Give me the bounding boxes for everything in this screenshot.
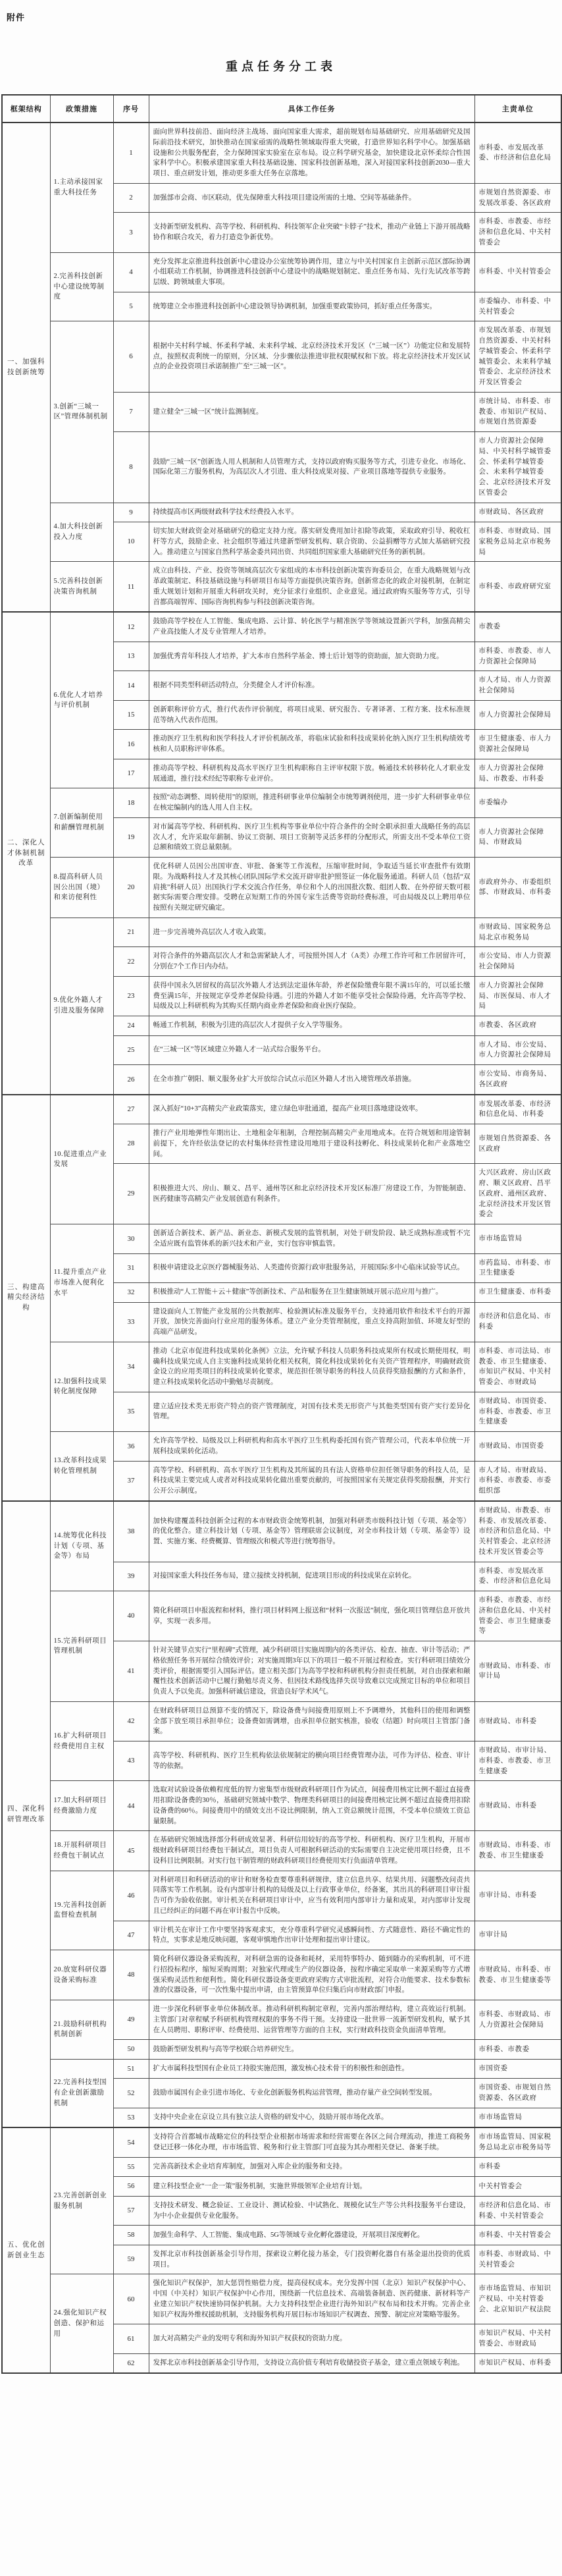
task-number-cell: 61 xyxy=(113,2324,149,2354)
task-number-cell: 7 xyxy=(113,392,149,431)
task-row xyxy=(2,1501,561,1562)
responsible-unit-cell: 市财政局、市国资委 xyxy=(474,1432,561,1462)
responsible-unit-cell: 市知识产权局、市科委 xyxy=(474,2353,561,2373)
task-description-cell: 根据不同类型科研活动特点，分类健全人才评价标准。 xyxy=(149,671,474,701)
section-cell: 二、深化人才体制机制改革 xyxy=(2,612,50,1094)
responsible-unit-cell: 市科委、市发展改革委、市经济和信息化局 xyxy=(474,123,561,183)
task-number-cell: 31 xyxy=(113,1253,149,1283)
task-number-cell: 38 xyxy=(113,1501,149,1562)
responsible-unit-cell: 市财政局、市科委、市教委、市卫生健康委等 xyxy=(474,1950,561,2000)
task-division-table xyxy=(1,94,562,2374)
task-number-cell: 41 xyxy=(113,1641,149,1702)
task-number-cell: 52 xyxy=(113,2079,149,2108)
task-number-cell: 57 xyxy=(113,2196,149,2226)
task-description-cell: 对接国家重大科技任务布局，建立接续支持机制，促进项目形成的科技成果在京转化。 xyxy=(149,1562,474,1591)
responsible-unit-cell: 市科委、市财政局、中关村管委会 xyxy=(474,2245,561,2274)
responsible-unit-cell: 市药监局、市科委、市卫生健康委 xyxy=(474,1253,561,1283)
task-description-cell: 支持新型研发机构、高等学校、科研机构、科技领军企业突破“卡脖子”技术，推动产业链上下游开展战略协作和联合攻关，着力打造竞争新优势。 xyxy=(149,213,474,252)
task-number-cell: 56 xyxy=(113,2177,149,2197)
attachment-label: 附件 xyxy=(7,13,26,22)
measure-cell: 11.提升重点产业市场准入便利化水平 xyxy=(50,1224,113,1342)
measure-cell: 3.创新“三城一区”管理体制机制 xyxy=(50,321,113,503)
column-header-measure: 政策措施 xyxy=(50,95,113,123)
task-number-cell: 32 xyxy=(113,1283,149,1303)
measure-cell: 10.促进重点产业发展 xyxy=(50,1095,113,1224)
task-number-cell: 36 xyxy=(113,1432,149,1462)
task-description-cell: 选取对试验设备依赖程度低的智力密集型市级财政科研项目作为试点，间接费用核定比例不超过直接费用扣除设备费的30％，基础研究领域中数学、物理类科研项目的间接费用核定比例不超过直接费用扣除设备费的60％。间接费用中的绩效支出不设比例限制，纳入工资总额统计范围，不受本单位绩效工资总量限制。 xyxy=(149,1781,474,1831)
task-row xyxy=(2,1224,561,1254)
responsible-unit-cell: 市财政局、各区政府 xyxy=(474,503,561,522)
section-cell: 一、加强科技创新统筹 xyxy=(2,123,50,612)
measure-cell: 16.扩大科研项目经费使用自主权 xyxy=(50,1701,113,1781)
responsible-unit-cell: 市委编办、市科委、中关村管委会 xyxy=(474,292,561,321)
task-description-cell: 高等学校、科研机构、医疗卫生机构依法依规制定的横向项目经费管理办法，可作为评估、检查、审计等的依据。 xyxy=(149,1741,474,1781)
responsible-unit-cell: 市科委 xyxy=(474,2157,561,2177)
task-number-cell: 25 xyxy=(113,1035,149,1065)
task-number-cell: 20 xyxy=(113,858,149,918)
task-number-cell: 37 xyxy=(113,1461,149,1501)
page-title: 重点任务分工表 xyxy=(226,60,336,73)
task-description-cell: 建立科技型企业“一企一策”服务机制，实施世界级领军企业培育计划。 xyxy=(149,2177,474,2197)
responsible-unit-cell: 市发展改革委、市经济和信息化局、市科委 xyxy=(474,1095,561,1124)
task-number-cell: 14 xyxy=(113,671,149,701)
task-description-cell: 支持中央企业在京设立具有独立法人资格的研发中心，鼓励开展市场化改革。 xyxy=(149,2108,474,2127)
measure-cell: 24.强化知识产权创造、保护和运用 xyxy=(50,2274,113,2374)
responsible-unit-cell: 市科委、中关村管委会 xyxy=(474,2226,561,2245)
responsible-unit-cell: 市科委、市教委、市人力资源社会保障局 xyxy=(474,642,561,671)
task-row xyxy=(2,1781,561,1831)
task-description-cell: 建立适应技术类无形资产特点的资产管理制度，对国有技术类无形资产与其他类型国有资产实行差异化管理。 xyxy=(149,1392,474,1431)
task-number-cell: 22 xyxy=(113,947,149,977)
task-number-cell: 54 xyxy=(113,2127,149,2157)
task-description-cell: 针对关键节点实行“里程碑”式管理，减少科研项目实施周期内的各类评估、检查、抽查、审计等活动；严格依照任务书开展综合绩效评价；对实施周期3年以下的项目一般不开展过程检查。实行科研项目绩效分类评价，根据需要引入国际评估。建立相关部门为高等学校和科研机构分担责任机制，对自由探索和颠覆性技术创新活动中已履行勤勉尽责义务、但因技术路线选择失误导致难以完成预定目标的单位和项目负责人予以免责。加强科研诚信建设，营造良好学术风气。 xyxy=(149,1641,474,1702)
task-description-cell: 创新职称评价方式，推行代表作评价制度，将项目成果、研究报告、专著译著、工程方案、技术标准规范等纳入代表作范围。 xyxy=(149,700,474,730)
measure-cell: 23.完善创新创业服务机制 xyxy=(50,2127,113,2274)
task-number-cell: 2 xyxy=(113,183,149,213)
responsible-unit-cell: 市财政局、市科委 xyxy=(474,1781,561,1831)
measure-cell: 17.加大科研项目经费激励力度 xyxy=(50,1781,113,1831)
task-number-cell: 62 xyxy=(113,2353,149,2373)
task-description-cell: 鼓励“三城一区”创新选人用人机制和人员管理方式，支持以政府购买服务等方式，引进专业化、市场化、国际化第三方服务机构，为高层次人才引进、重大科技成果对接、产业项目落地等提供专业服务。 xyxy=(149,432,474,503)
responsible-unit-cell: 市财政局、市审计局、市科委、市教委、市卫生健康委 xyxy=(474,1741,561,1781)
task-description-cell: 支持符合首都城市战略定位的科技型企业根据市场需求和经营需要在各区之间合理流动，推进工商税务登记迁移一体化办理，市市场监管、税务和行业主管部门可直接为其办理相关登记、备案手续。 xyxy=(149,2127,474,2157)
measure-cell: 12.加强科技成果转化制度保障 xyxy=(50,1342,113,1431)
task-row xyxy=(2,1950,561,2000)
task-number-cell: 42 xyxy=(113,1701,149,1741)
task-number-cell: 5 xyxy=(113,292,149,321)
measure-cell: 19.完善科技创新监督检查机制 xyxy=(50,1871,113,1950)
task-number-cell: 28 xyxy=(113,1124,149,1164)
measure-cell: 9.优化外籍人才引进及服务保障 xyxy=(50,918,113,1094)
task-number-cell: 53 xyxy=(113,2108,149,2127)
measure-cell: 14.统筹优化科技计划（专项、基金等）布局 xyxy=(50,1501,113,1591)
task-number-cell: 43 xyxy=(113,1741,149,1781)
responsible-unit-cell: 市统计局、市科委、市教委、市知识产权局、市规划自然资源委 xyxy=(474,392,561,431)
task-number-cell: 15 xyxy=(113,700,149,730)
task-description-cell: 切实加大财政资金对基础研究的稳定支持力度。落实研发费用加计扣除等政策，采取政府引导、税收杠杆等方式，鼓励企业、社会组织等通过共建新型研发机构、联合资助、公益捐赠等方式加大基础研究投入。推动建立与国家自然科学基金委共同出资、共同组织国家重大基础研究任务的新机制。 xyxy=(149,522,474,562)
task-number-cell: 30 xyxy=(113,1224,149,1254)
task-number-cell: 47 xyxy=(113,1921,149,1950)
responsible-unit-cell: 市科委、市教委、市经济和信息化局、中关村管委会、市卫生健康委等 xyxy=(474,1591,561,1641)
measure-cell: 7.创新编制使用和薪酬管理机制 xyxy=(50,788,113,858)
task-number-cell: 13 xyxy=(113,642,149,671)
task-row xyxy=(2,612,561,642)
task-number-cell: 50 xyxy=(113,2040,149,2060)
responsible-unit-cell: 市审计局、市科委 xyxy=(474,1871,561,1921)
task-row xyxy=(2,503,561,522)
task-description-cell: 积极推动“人工智能＋云＋健康”等创新技术、产品和服务在卫生健康领域开展示范应用与推广。 xyxy=(149,1283,474,1303)
task-description-cell: 建设面向人工智能产业发展的公共数据库、检验测试标准及服务平台，支持通用软件和技术平台的开源开放，加快完善面向行业应用的服务体系。建立产业分类管理制度，重点支持高附加值、环境友好型的高端产品研发。 xyxy=(149,1302,474,1342)
task-description-cell: 统筹建立全市推进科技创新中心建设领导协调机制，加强重要政策协同，抓好重点任务落实。 xyxy=(149,292,474,321)
measure-cell: 18.开展科研项目经费包干制试点 xyxy=(50,1831,113,1871)
responsible-unit-cell: 市公安局、市商务局、各区政府 xyxy=(474,1065,561,1095)
task-description-cell: 根据中关村科学城、怀柔科学城、未来科学城、北京经济技术开发区（“三城一区”）功能定位和发展特点，按照权责利统一的原则，分区域、分步骤依法推进审批权限赋权和下放。将北京经济技术开发区试点的企业投资项目承诺制推广至“三城一区”。 xyxy=(149,321,474,393)
task-description-cell: 强化知识产权保护，加大惩罚性赔偿力度，提高侵权成本。充分发挥中国（北京）知识产权保护中心、中国（中关村）知识产权保护中心作用，围绕新一代信息技术、高端装备制造、医药健康、新材料等产业建立知识产权快速协同保护机制。大力支持科技型企业进行海外知识产权布局和技术并购。完善企业知识产权海外维权援助机制，支持服务机构开展目标市场知识产权调查、预警、制定应对策略等服务。 xyxy=(149,2274,474,2324)
task-description-cell: 加快构建覆盖科技创新全过程的本市财政资金统筹机制，加强对科研类市级科技计划（专项、基金等）的优化整合。建立科技计划（专项、基金等）管理联席会议制度，对全市科技计划（专项、基金等）设置、实施方案、经费概算、管理级次和模式等进行统筹指导。 xyxy=(149,1501,474,1562)
task-number-cell: 6 xyxy=(113,321,149,393)
task-description-cell: 深入抓好“10+3”高精尖产业政策落实，建立绿色审批通道，提高产业项目落地建设效率。 xyxy=(149,1095,474,1124)
task-row xyxy=(2,252,561,292)
task-number-cell: 12 xyxy=(113,612,149,642)
task-row xyxy=(2,2127,561,2157)
responsible-unit-cell: 市科委、市财政局、市人力资源社会保障局 xyxy=(474,2000,561,2040)
task-description-cell: 简化科研仪器设备采购流程，对科研急需的设备和耗材，采用特事特办、随到随办的采购机制，可不进行招投标程序，缩短采购周期；对独家代理或生产的仪器设备，按程序确定采取单一来源采购等方式增强采购灵活性和便利性。简化科研仪器设备变更政府采购方式审批流程，对符合功能要求、技术参数标准的仪器设备，可一次性集中提出申请，由主管预算单位归集后向市财政部门申报。 xyxy=(149,1950,474,2000)
measure-cell: 20.放宽科研仪器设备采购标准 xyxy=(50,1950,113,2000)
measure-cell: 5.完善科技创新决策咨询机制 xyxy=(50,562,113,613)
task-description-cell: 加大对高精尖产业的发明专利和海外知识产权获权的资助力度。 xyxy=(149,2324,474,2354)
task-number-cell: 8 xyxy=(113,432,149,503)
responsible-unit-cell: 市发展改革委、市规划自然资源委、中关村科学城管委会、怀柔科学城管委会、未来科学城管委会、北京经济技术开发区管委会 xyxy=(474,321,561,393)
task-number-cell: 1 xyxy=(113,123,149,183)
responsible-unit-cell: 市人力资源社会保障局 xyxy=(474,700,561,730)
task-table-body xyxy=(2,123,561,2373)
task-row xyxy=(2,1871,561,1921)
task-description-cell: 鼓励市属国有企业引进市场化、专业化创新服务机构运营管理，推动存量产业空间转型发展。 xyxy=(149,2079,474,2108)
task-description-cell: 支持技术研发、概念验证、工业设计、测试检验、中试熟化、规模化试生产等公共科技服务平台建设，为中小企业提供专业化服务。 xyxy=(149,2196,474,2226)
task-description-cell: 发挥北京市科技创新基金引导作用，探索设立孵化接力基金，专门投资孵化器自有基金退出投资的优质项目。 xyxy=(149,2245,474,2274)
task-description-cell: 按照“动态调整、周转使用”的原则，推进科研事业单位编制全市统筹调剂使用，进一步扩大科研事业单位在核定编制内的选人用人自主权。 xyxy=(149,788,474,818)
task-description-cell: 推动高等学校、科研机构及高水平医疗卫生机构职称自主评审权限下放。畅通技术转移转化人才职业发展通道，推行技术经纪等职称专业评价。 xyxy=(149,759,474,788)
responsible-unit-cell: 市经济和信息化局、市科委 xyxy=(474,1302,561,1342)
section-cell: 四、深化科研管理改革 xyxy=(2,1501,50,2128)
task-row xyxy=(2,2274,561,2324)
task-description-cell: 鼓励新型研发机构与高等学校联合培养研究生。 xyxy=(149,2040,474,2060)
responsible-unit-cell: 市教委 xyxy=(474,612,561,642)
task-description-cell: 加强部市会商、市区联动，优先保障重大科技项目建设所需的土地、空间等基础条件。 xyxy=(149,183,474,213)
column-header-framework: 框架结构 xyxy=(2,95,50,123)
table-header-row xyxy=(2,95,561,123)
task-description-cell: 高等学校、科研机构、高水平医疗卫生机构及其所属的具有法人资格单位担任领导职务的科技人员，是科技成果主要完成人或者对科技成果转化做出重要贡献的，可按照国家有关规定获得奖励报酬，并实行公开公示制度。 xyxy=(149,1461,474,1501)
task-description-cell: 发挥北京市科技创新基金引导作用，支持设立高价值专利培育收储投资子基金，建立重点领域专利池。 xyxy=(149,2353,474,2373)
task-number-cell: 51 xyxy=(113,2059,149,2079)
responsible-unit-cell: 市科委、市教委 xyxy=(474,2040,561,2060)
task-description-cell: 在“三城一区”等区域建立外籍人才一站式综合服务平台。 xyxy=(149,1035,474,1065)
task-row xyxy=(2,1095,561,1124)
task-row xyxy=(2,321,561,393)
responsible-unit-cell: 市市场监管局 xyxy=(474,2108,561,2127)
task-description-cell: 允许高等学校、局级及以上科研机构和高水平医疗卫生机构委托国有资产管理公司，代表本单位统一开展科技成果转化活动。 xyxy=(149,1432,474,1462)
task-description-cell: 持续提高市区两级财政科学技术经费投入水平。 xyxy=(149,503,474,522)
measure-cell: 2.完善科技创新中心建设统筹制度 xyxy=(50,252,113,321)
responsible-unit-cell: 市人力资源社会保障局、市财政局 xyxy=(474,817,561,857)
task-number-cell: 39 xyxy=(113,1562,149,1591)
task-number-cell: 16 xyxy=(113,730,149,759)
measure-cell: 4.加大科技创新投入力度 xyxy=(50,503,113,562)
responsible-unit-cell: 市教委、各区政府 xyxy=(474,1016,561,1036)
responsible-unit-cell: 市科委、中关村管委会 xyxy=(474,252,561,292)
task-description-cell: 优化科研人员因公出国审查、审批、备案等工作流程，压缩审批时间，争取适当延长审查批件有效期限。为战略科技人才及其核心团队国际学术交流开辟审批护照签证一体化服务通道。科研人员（包括“双肩挑”科研人员）出国执行学术交流合作任务，单位和个人的出国批次数、组团人数、在外停留天数可根据实际需要合理安排。受聘在京短期工作的外国专家生活费等资助经费标准，可由局级及以上聘用单位按照有关规定研究确定。 xyxy=(149,858,474,918)
section-cell: 三、构建高精尖经济结构 xyxy=(2,1095,50,1501)
task-row xyxy=(2,788,561,818)
task-description-cell: 进一步深化科研事业单位体制改革。推动科研机构制定章程，完善内部治理结构，建立高效运行机制。主管部门对章程赋予科研机构管理权限的事务不得干预。支持建设一批世界一流新型研发机构，赋予其在人员聘用、职称评审、经费使用、运营管理等方面的自主权，实行财政科技资金负面清单管理。 xyxy=(149,2000,474,2040)
measure-cell: 6.优化人才培养与评价机制 xyxy=(50,612,113,788)
responsible-unit-cell: 市科委、市发展改革委、市经济和信息化局 xyxy=(474,1562,561,1591)
task-number-cell: 55 xyxy=(113,2157,149,2177)
responsible-unit-cell: 市科委、市政府研究室 xyxy=(474,562,561,613)
responsible-unit-cell: 市财政局、国家税务总局北京市税务局 xyxy=(474,918,561,947)
responsible-unit-cell: 市财政局、市科委、市审计局 xyxy=(474,1641,561,1702)
task-description-cell: 创新适合新技术、新产品、新业态、新模式发展的监管机制，对处于研发阶段、缺乏成熟标准或暂不完全适应既有监管体系的新兴技术和产业，实行包容审慎监管。 xyxy=(149,1224,474,1254)
column-header-task: 具体工作任务 xyxy=(149,95,474,123)
responsible-unit-cell: 市公安局、市人力资源社会保障局 xyxy=(474,947,561,977)
measure-cell: 1.主动承接国家重大科技任务 xyxy=(50,123,113,252)
responsible-unit-cell: 市卫生健康委、市科委 xyxy=(474,1283,561,1303)
task-number-cell: 24 xyxy=(113,1016,149,1036)
task-row xyxy=(2,562,561,613)
responsible-unit-cell: 市人力资源社会保障局、市医保局、市人才局 xyxy=(474,976,561,1016)
task-number-cell: 17 xyxy=(113,759,149,788)
task-description-cell: 鼓励高等学校在人工智能、集成电路、云计算、转化医学与精准医学等领域设置新兴学科，加强高精尖产业高技能人才及专业管理人才培养。 xyxy=(149,612,474,642)
task-description-cell: 进一步完善境外高层次人才收入政策。 xyxy=(149,918,474,947)
task-description-cell: 审计机关在审计工作中要坚持客观求实，充分尊重科学研究灵感瞬间性、方式随意性、路径不确定性的特点，实事求是地反映问题，客观审慎地作出审计处理和提出审计建议。 xyxy=(149,1921,474,1950)
task-number-cell: 40 xyxy=(113,1591,149,1641)
responsible-unit-cell: 大兴区政府、房山区政府、顺义区政府、昌平区政府、通州区政府、北京经济技术开发区管委会 xyxy=(474,1164,561,1224)
task-number-cell: 27 xyxy=(113,1095,149,1124)
task-description-cell: 推动医疗卫生机构和医学科技人才评价机制改革，将临床试验和科技成果转化纳入医疗卫生机构绩效考核和人员职称评审体系。 xyxy=(149,730,474,759)
responsible-unit-cell: 市政府外办、市委组织部、市财政局、市科委 xyxy=(474,858,561,918)
measure-cell: 22.完善科技型国有企业创新激励机制 xyxy=(50,2059,113,2127)
responsible-unit-cell: 市财政局、市科委、市教委、市卫生健康委 xyxy=(474,1831,561,1871)
responsible-unit-cell: 市审计局 xyxy=(474,1921,561,1950)
responsible-unit-cell: 市人才局、市人力资源社会保障局 xyxy=(474,671,561,701)
task-number-cell: 60 xyxy=(113,2274,149,2324)
task-number-cell: 46 xyxy=(113,1871,149,1921)
task-description-cell: 简化科研项目申报流程和材料，推行项目材料网上报送和“材料一次报送”制度，强化项目管理信息开放共享，实现一表多用。 xyxy=(149,1591,474,1641)
task-number-cell: 18 xyxy=(113,788,149,818)
responsible-unit-cell: 市人才局、市公安局、市人力资源社会保障局 xyxy=(474,1035,561,1065)
task-row xyxy=(2,1432,561,1462)
task-description-cell: 扩大市属科技型国有企业员工持股实施范围，激发核心技术骨干的积极性和创造性。 xyxy=(149,2059,474,2079)
responsible-unit-cell: 市知识产权局、中关村管委会、市财政局 xyxy=(474,2324,561,2354)
task-description-cell: 建立健全“三城一区”统计监测制度。 xyxy=(149,392,474,431)
task-row xyxy=(2,918,561,947)
responsible-unit-cell: 市财政局、市国资委、市科委、市教委、市卫生健康委 xyxy=(474,1392,561,1431)
task-row xyxy=(2,1701,561,1741)
task-number-cell: 19 xyxy=(113,817,149,857)
responsible-unit-cell: 市财政局、市科委 xyxy=(474,1701,561,1741)
task-number-cell: 33 xyxy=(113,1302,149,1342)
task-number-cell: 26 xyxy=(113,1065,149,1095)
responsible-unit-cell: 市科委、市司法局、市教委、市卫生健康委、市知识产权局、中关村管委会、市财政局 xyxy=(474,1342,561,1392)
responsible-unit-cell: 市经济和信息化局、市科委、中关村管委会 xyxy=(474,2196,561,2226)
responsible-unit-cell: 市卫生健康委、市人力资源社会保障局 xyxy=(474,730,561,759)
responsible-unit-cell: 市市场监管局、国家税务总局北京市税务局等 xyxy=(474,2127,561,2157)
responsible-unit-cell: 市科委、市财政局、国家税务总局北京市税务局 xyxy=(474,522,561,562)
task-number-cell: 45 xyxy=(113,1831,149,1871)
task-number-cell: 34 xyxy=(113,1342,149,1392)
measure-cell: 15.完善科研项目管理机制 xyxy=(50,1591,113,1702)
task-description-cell: 完善高新技术企业培育库制度，加强对入库企业的服务和支持。 xyxy=(149,2157,474,2177)
task-description-cell: 在财政科研项目总预算不变的情况下，除设备费与间接费用原则上不予调增外，其他科目的使用和调整全部下放至项目承担单位；设备费如需调增，由承担单位据实核准，验收（结题）时向项目主管部门备案。 xyxy=(149,1701,474,1741)
task-row xyxy=(2,1591,561,1641)
task-number-cell: 35 xyxy=(113,1392,149,1431)
task-description-cell: 积极申请建设北京医疗器械服务站、人类遗传资源行政审批服务站，开展国际多中心临床试验等试点。 xyxy=(149,1253,474,1283)
task-number-cell: 49 xyxy=(113,2000,149,2040)
task-description-cell: 获得中国永久居留权的高层次外籍人才达到法定退休年龄，养老保险缴费年限不满15年的，可以延长缴费至满15年，并按规定享受养老保险待遇。引进的外籍人才如不能享受社会保险待遇，允许高等学校、局级及以上科研机构为其购买任期内商业养老保险和商业医疗保险。 xyxy=(149,976,474,1016)
task-number-cell: 9 xyxy=(113,503,149,522)
measure-cell: 13.改革科技成果转化管理机制 xyxy=(50,1432,113,1501)
task-number-cell: 48 xyxy=(113,1950,149,2000)
task-number-cell: 44 xyxy=(113,1781,149,1831)
task-number-cell: 4 xyxy=(113,252,149,292)
task-number-cell: 3 xyxy=(113,213,149,252)
task-description-cell: 在基础研究领域选择部分科研成效显著、科研信用较好的高等学校、科研机构、医疗卫生机构，开展市级财政科研项目经费包干制试点，项目负责人可根据科研活动的实际需要自主决定使用项目经费，且不设科目比例限制。对实行包干制管理的财政科研项目经费使用实行负面清单管理。 xyxy=(149,1831,474,1871)
task-number-cell: 10 xyxy=(113,522,149,562)
measure-cell: 21.鼓励科研机构机制创新 xyxy=(50,2000,113,2060)
measure-cell: 8.提高科研人员因公出国（境）和来访便利性 xyxy=(50,858,113,918)
task-description-cell: 推行产业用地弹性年期出让、土地租金年租制，合理控制高精尖产业用地成本。在符合规划和用途管制前提下，允许经依法登记的农村集体经营性建设用地用于建设科技孵化、科技成果转化和产业落地空间。 xyxy=(149,1124,474,1164)
task-description-cell: 面向世界科技前沿、面向经济主战场、面向国家重大需求，超前规划布局基础研究、应用基础研究及国际前沿技术研究，加快推动在国家亟需的战略性领域取得重大突破，打造世界知名科学中心。加强基础设施和公共服务配套，全力保障国家实验室在京布局。设立科学研究基金，加快建设北京怀柔综合性国家科学中心。积极承建国家重大科技基础设施、国家科技创新基地，深入对接国家科技创新2030—重大项目、重点研发计划，推动更多重大任务在京落地。 xyxy=(149,123,474,183)
task-description-cell: 推动《北京市促进科技成果转化条例》立法，允许赋予科技人员职务科技成果所有权或长期使用权，明确科技成果完成人自主实施科技成果转化相关权利，简化科技成果转化有关资产管理程序，明确财政资金设立的应用类项目的科技成果转化要求，规范担任领导职务的科技人员获得奖励报酬的方式和条件，建立科技成果转化活动中勤勉尽责制度。 xyxy=(149,1342,474,1392)
task-number-cell: 11 xyxy=(113,562,149,613)
task-description-cell: 加强生命科学、人工智能、集成电路、5G等领域专业化孵化器建设，开展项目深度孵化。 xyxy=(149,2226,474,2245)
responsible-unit-cell: 市国资委、市规划自然资源委、各区政府 xyxy=(474,2079,561,2108)
responsible-unit-cell: 市财政局、市教委、市科委、市发展改革委、市经济和信息化局、中关村管委会、北京经济技术开发区管委会等 xyxy=(474,1501,561,1562)
task-description-cell: 对科研项目和科研活动的审计和财务检查要尊重科研规律，建立信息共享、结果共用、问题整改问责共同落实等工作机制。设有内部审计机构的局级及以上行政事业单位，经备案，其出具的科研项目审计报告可作为验收依据。审计机关在科研项目审计中，应当有效利用内部审计力量和成果，对内部审计发现且已经纠正的问题不再在审计报告中反映。 xyxy=(149,1871,474,1921)
column-header-number: 序号 xyxy=(113,95,149,123)
responsible-unit-cell: 市委编办 xyxy=(474,788,561,818)
task-number-cell: 21 xyxy=(113,918,149,947)
task-description-cell: 成立由科技、产业、投资等领域高层次专家组成的本市科技创新决策咨询委员会，在重大战略规划与改革政策制定、科技基础设施与科研项目布局等方面提供决策咨询。创新常态化的政企对接机制，在制定重大规划计划和开展重大科研攻关时，充分征求行业组织、企业意见。通过政府购买服务等方式，引导首都高端智库、国际咨询机构参与科技创新决策咨询。 xyxy=(149,562,474,613)
task-row xyxy=(2,1342,561,1392)
responsible-unit-cell: 市人力资源社会保障局、市教委、市科委 xyxy=(474,759,561,788)
task-row xyxy=(2,1831,561,1871)
task-row xyxy=(2,858,561,918)
task-number-cell: 23 xyxy=(113,976,149,1016)
task-number-cell: 29 xyxy=(113,1164,149,1224)
task-description-cell: 加强优秀青年科技人才培养，扩大本市自然科学基金、博士后计划等的资助面，加大资助力度。 xyxy=(149,642,474,671)
responsible-unit-cell: 市科委、市教委、市经济和信息化局、中关村管委会 xyxy=(474,213,561,252)
column-header-unit: 主责单位 xyxy=(474,95,561,123)
responsible-unit-cell: 市人才局、市财政局、市科委、市教委、市委组织部 xyxy=(474,1461,561,1501)
responsible-unit-cell: 市规划自然资源委、各区政府 xyxy=(474,1124,561,1164)
responsible-unit-cell: 市国资委 xyxy=(474,2059,561,2079)
responsible-unit-cell: 市人力资源社会保障局、中关村科学城管委会、怀柔科学城管委会、未来科学城管委会、北京经济技术开发区管委会 xyxy=(474,432,561,503)
task-description-cell: 畅通工作机制，积极为引进的高层次人才提供子女入学等服务。 xyxy=(149,1016,474,1036)
responsible-unit-cell: 市规划自然资源委、市发展改革委、各区政府 xyxy=(474,183,561,213)
responsible-unit-cell: 市市场监管局、市知识产权局、中关村管委会、北京知识产权法院 xyxy=(474,2274,561,2324)
task-description-cell: 对市属高等学校、科研机构、医疗卫生机构等事业单位中符合条件的全时全职承担重大战略任务的高层次人才，允许采取年薪制、协议工资制、项目工资制等灵活多样的分配形式，所需支出不受本单位工资总额和绩效工资总量限制。 xyxy=(149,817,474,857)
task-description-cell: 在全市推广朝阳、顺义服务业扩大开放综合试点示范区外籍人才出入境管理改革措施。 xyxy=(149,1065,474,1095)
task-number-cell: 59 xyxy=(113,2245,149,2274)
task-description-cell: 对符合条件的外籍高层次人才和急需紧缺人才，可按照外国人才（A类）办理工作许可和工作居留许可，分别在7个工作日内办结。 xyxy=(149,947,474,977)
task-description-cell: 积极推进大兴、房山、顺义、昌平、通州等区和北京经济技术开发区标准厂房建设工作，为智能制造、医药健康等高精尖产业发展创造有利条件。 xyxy=(149,1164,474,1224)
task-number-cell: 58 xyxy=(113,2226,149,2245)
task-row xyxy=(2,2059,561,2079)
task-row xyxy=(2,2000,561,2040)
responsible-unit-cell: 市市场监管局 xyxy=(474,1224,561,1254)
responsible-unit-cell: 中关村管委会 xyxy=(474,2177,561,2197)
task-row xyxy=(2,123,561,183)
section-cell: 五、优化创新创业生态 xyxy=(2,2127,50,2373)
task-description-cell: 充分发挥北京推进科技创新中心建设办公室统筹协调作用，建立与中关村国家自主创新示范区部际协调小组联动工作机制，协调推进科技创新中心建设中的战略规划制定、重点任务布局、先行先试改革等跨层级、跨领域重大事项。 xyxy=(149,252,474,292)
